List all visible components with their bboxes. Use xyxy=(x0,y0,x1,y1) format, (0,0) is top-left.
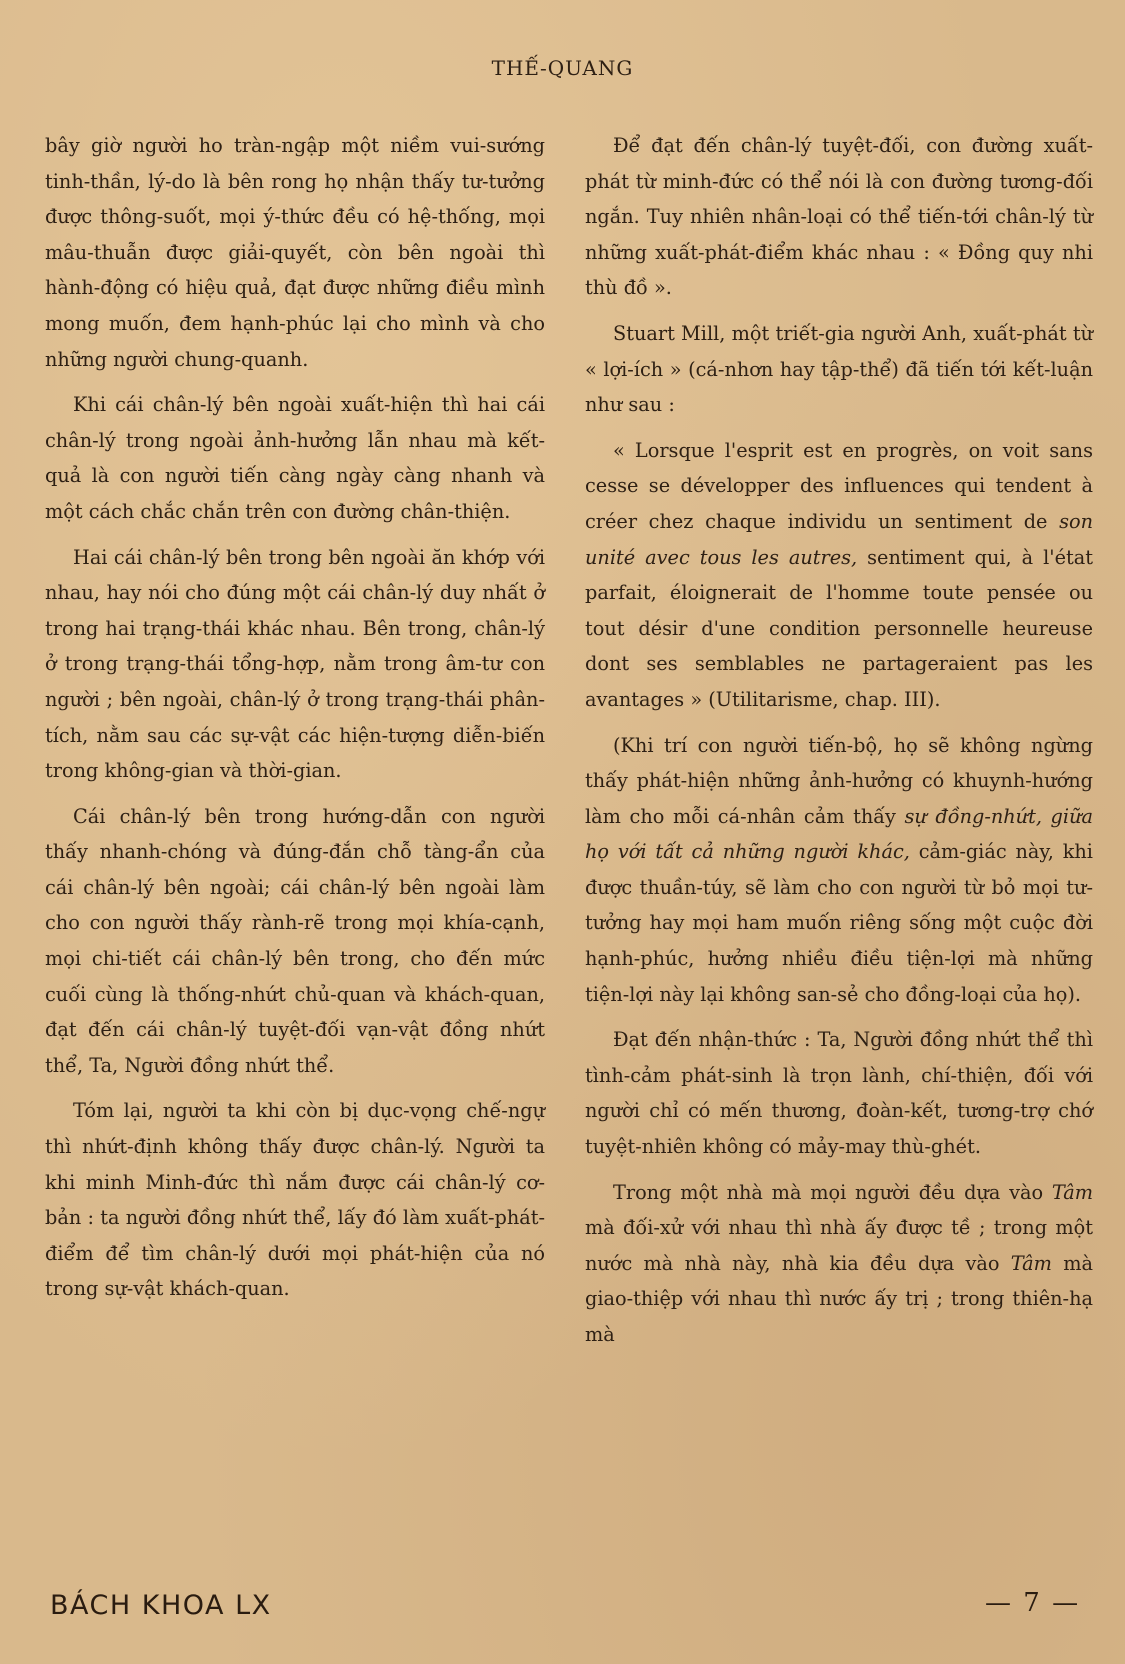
left-column xyxy=(45,128,545,1317)
translation-text: cảm-giác này, khi được thuần-túy, sẽ làm cho con người từ bỏ mọi tư-tưởng hay mọi ham muốn riêng sống một cuộc đời hạnh-phúc, hưởng nhiều điều tiện-lợi mà những tiện-lợi này lại không san-sẻ cho đồng-loại của họ). xyxy=(585,840,1093,1006)
quote-text: « Lorsque l'esprit est en progrès, on voit sans cesse se développer des influences qui tendent à créer chez chaque individu un sentiment de xyxy=(585,438,1093,533)
translation-text: (Khi trí con người tiến-bộ, họ sẽ không ngừng thấy phát-hiện những ảnh-hưởng có khuynh-hướng làm cho mỗi cá-nhân cảm thấy xyxy=(585,733,1093,828)
text-run: mà đối-xử với nhau thì nhà ấy được tề ; trong một nước mà nhà này, nhà kia đều dựa vào xyxy=(585,1216,1093,1275)
right-column xyxy=(585,128,1093,1363)
translation-emphasis: sự đồng-nhứt, giữa họ với tất cả những người khác, xyxy=(585,804,1093,864)
paragraph: Đạt đến nhận-thức : Ta, Người đồng nhứt thể thì tình-cảm phát-sinh là trọn lành, chí-thiện, đối với người chỉ có mến thương, đoàn-kết, tương-trợ chớ tuyệt-nhiên không có mảy-may thù-ghét. xyxy=(585,1028,1093,1159)
paragraph: Để đạt đến chân-lý tuyệt-đối, con đường xuất-phát từ minh-đức có thể nói là con đường tương-đối ngắn. Tuy nhiên nhân-loại có thể tiến-tới chân-lý từ những xuất-phát-điểm khác nhau : « Đồng quy nhi thù đồ ». xyxy=(585,134,1093,300)
paragraph: Stuart Mill, một triết-gia người Anh, xuất-phát từ « lợi-ích » (cá-nhơn hay tập-thể) đã tiến tới kết-luận như sau : xyxy=(585,321,1093,417)
running-header: THẾ-QUANG xyxy=(491,56,634,80)
paragraph: Khi cái chân-lý bên ngoài xuất-hiện thì hai cái chân-lý trong ngoài ảnh-hưởng lẫn nhau mà kết-quả là con người tiến càng ngày càng nhanh và một cách chắc chắn trên con đường chân-thiện. xyxy=(45,393,545,523)
paragraph: Tóm lại, người ta khi còn bị dục-vọng chế-ngự thì nhứt-định không thấy được chân-lý. Người ta khi minh Minh-đức thì nắm được cái chân-lý cơ-bản : ta người đồng nhứt thể, lấy đó làm xuất-phát-điểm để tìm chân-lý dưới mọi phát-hiện của nó trong sự-vật khách-quan. xyxy=(45,1099,545,1301)
paragraph: bây giờ người ho tràn-ngập một niềm vui-sướng tinh-thần, lý-do là bên rong họ nhận thấy tư-tưởng được thông-suốt, mọi ý-thức đều có hệ-thống, mọi mâu-thuẫn được giải-quyết, còn bên ngoài thì hành-động có hiệu quả, đạt được những điều mình mong muốn, đem hạnh-phúc lại cho mình và cho những người chung-quanh. xyxy=(45,134,545,371)
page-number: — 7 — xyxy=(985,1588,1081,1618)
paragraph: Hai cái chân-lý bên trong bên ngoài ăn khớp với nhau, hay nói cho đúng một cái chân-lý duy nhất ở trong hai trạng-thái khác nhau. Bên trong, chân-lý ở trong trạng-thái tổng-hợp, nằm trong âm-tư con người ; bên ngoài, chân-lý ở trong trạng-thái phân-tích, nằm sau các sự-vật các hiện-tượng diễn-biến trong không-gian và thời-gian. xyxy=(45,545,545,783)
paragraph xyxy=(585,1175,1093,1353)
quote-text: sentiment qui, à l'état parfait, éloignerait de l'homme toute pensée ou tout désir d'une condition personnelle heureuse dont ses semblables ne partageraient pas les avantages » (Utilitarisme, chap. III). xyxy=(585,545,1094,711)
translation-paragraph xyxy=(585,728,1093,1013)
text-run: Trong một nhà mà mọi người đều dựa vào xyxy=(613,1180,1052,1204)
paragraph: Cái chân-lý bên trong hướng-dẫn con người thấy nhanh-chóng và đúng-đắn chỗ tàng-ẩn của cái chân-lý bên ngoài; cái chân-lý bên ngoài làm cho con người thấy rành-rẽ trong mọi khía-cạnh, mọi chi-tiết cái chân-lý bên trong, cho đến mức cuối cùng là thống-nhứt chủ-quan và khách-quan, đạt đến cái chân-lý tuyệt-đối vạn-vật đồng nhứt thể, Ta, Người đồng nhứt thể. xyxy=(45,804,545,1077)
magazine-footer: BÁCH KHOA LX xyxy=(50,1590,272,1621)
french-quote xyxy=(585,433,1093,718)
emphasis-tam: Tâm xyxy=(1010,1251,1052,1275)
text-run: mà giao-thiệp với nhau thì nước ấy trị ; trong thiên-hạ mà xyxy=(585,1251,1093,1346)
emphasis-tam: Tâm xyxy=(1051,1180,1093,1204)
quote-emphasis: son unité avec tous les autres, xyxy=(585,509,1093,569)
